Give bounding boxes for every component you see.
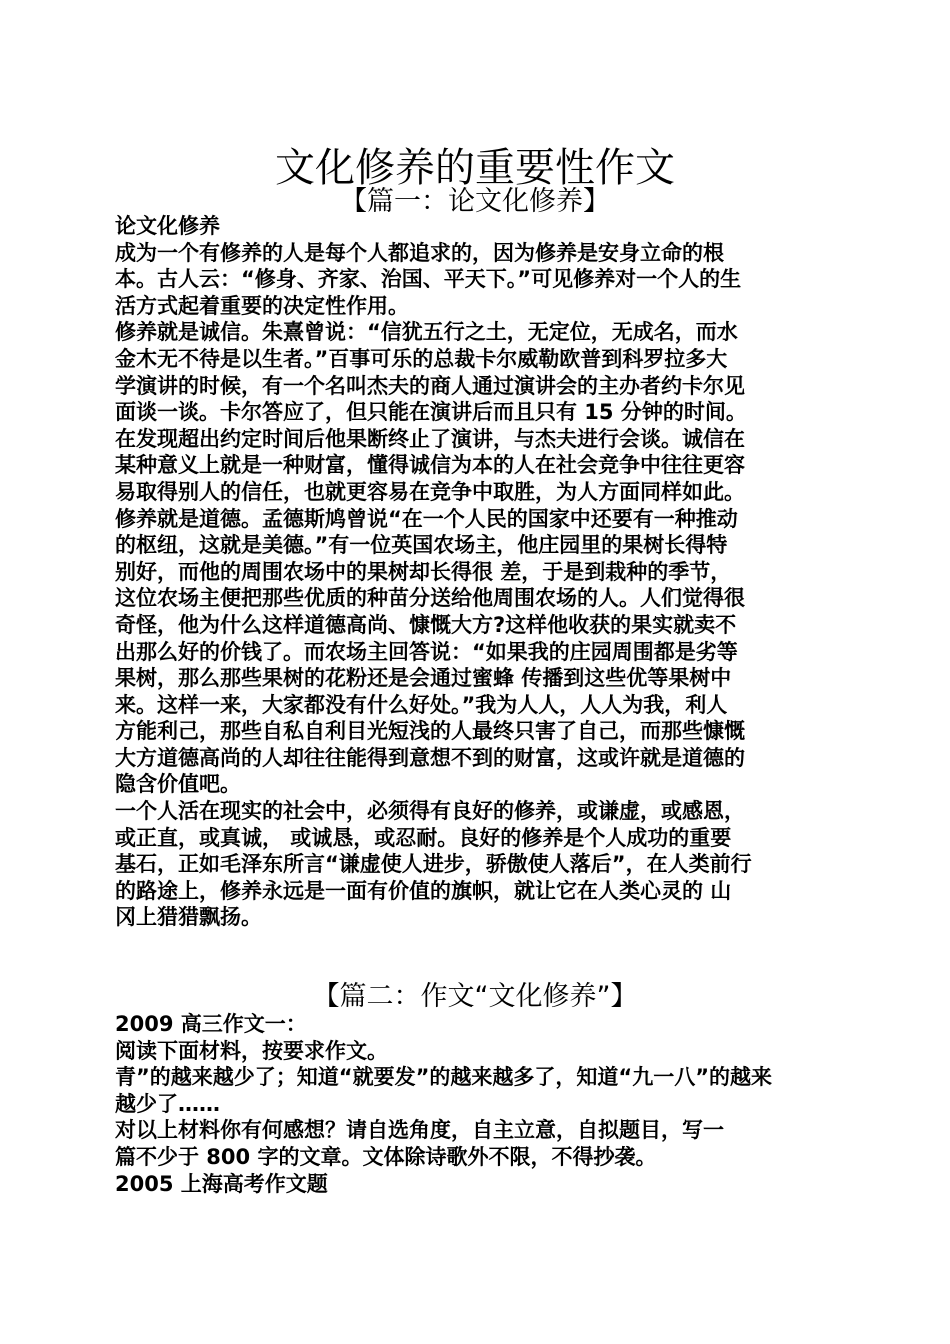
- text-line: 篇不少于 800 字的文章。文体除诗歌外不限，不得抄袭。: [115, 1144, 657, 1169]
- text-line: 本。古人云：“修身、齐家、治国、平天下。”可见修养对一个人的生: [115, 267, 742, 292]
- section-body-2: [115, 1011, 837, 1197]
- text-line: 面谈一谈。卡尔答应了，但只能在演讲后而且只有 15 分钟的时间。: [115, 400, 747, 425]
- text-line: 易取得别人的信任，也就更容易在竞争中取胜，为人方面同样如此。: [115, 479, 745, 504]
- text-line: 2005 上海高考作文题: [115, 1171, 328, 1196]
- text-line: 成为一个有修养的人是每个人都追求的，因为修养是安身立命的根: [115, 240, 724, 265]
- text-line: 金木无不待是以生者。”百事可乐的总裁卡尔威勒欧普到科罗拉多大: [115, 346, 728, 371]
- text-line: 基石，正如毛泽东所言“谦虚使人进步，骄傲使人落后”，在人类前行: [115, 852, 752, 877]
- text-line: 出那么好的价钱了。而农场主回答说：“如果我的庄园周围都是劣等: [115, 639, 738, 664]
- text-line: 冈上猎猎飘扬。: [115, 905, 262, 930]
- text-line: 活方式起着重要的决定性作用。: [115, 293, 409, 318]
- text-line: 对以上材料你有何感想？请自选角度，自主立意，自拟题目，写一: [115, 1118, 724, 1143]
- text-line: 一个人活在现实的社会中，必须得有良好的修养，或谦虚，或感恩，: [115, 799, 745, 824]
- text-line: 方能利己，那些自私自利目光短浅的人最终只害了自己，而那些慷慨: [115, 719, 745, 744]
- text-line: 来。这样一来，大家都没有什么好处。”我为人人，人人为我，利人: [115, 692, 728, 717]
- text-line: 修养就是道德。孟德斯鸠曾说“在一个人民的国家中还要有一种推动: [115, 506, 738, 531]
- text-line: 果树，那么那些果树的花粉还是会通过蜜蜂 传播到这些优等果树中: [115, 666, 732, 691]
- text-line: 修养就是诚信。朱熹曾说：“信犹五行之土，无定位，无成名，而水: [115, 320, 738, 345]
- text-line: 阅读下面材料，按要求作文。: [115, 1038, 388, 1063]
- text-line: 某种意义上就是一种财富，懂得诚信为本的人在社会竞争中往往更容: [115, 453, 745, 478]
- section-heading-1: 【篇一：论文化修养】: [340, 186, 610, 218]
- text-line: 的路途上，修养永远是一面有价值的旗帜，就让它在人类心灵的 山: [115, 878, 732, 903]
- text-line: 别好，而他的周围农场中的果树却长得很 差，于是到栽种的季节，: [115, 559, 732, 584]
- section-body-1: [115, 213, 837, 931]
- document-title: 文化修养的重要性作文: [275, 144, 675, 191]
- text-line: 青”的越来越少了；知道“就要发”的越来越多了，知道“九一八”的越来: [115, 1065, 773, 1090]
- text-line: 奇怪，他为什么这样道德高尚、慷慨大方?这样他收获的果实就卖不: [115, 612, 737, 637]
- section-heading-2: 【篇二：作文“文化修养”】: [312, 981, 638, 1013]
- text-line: 2009 高三作文一：: [115, 1012, 307, 1036]
- text-line: 论文化修养: [115, 214, 220, 238]
- text-line: 越少了……: [115, 1091, 220, 1116]
- text-line: 学演讲的时候，有一个名叫杰夫的商人通过演讲会的主办者约卡尔见: [115, 373, 745, 398]
- text-line: 的枢纽，这就是美德。”有一位英国农场主，他庄园里的果树长得特: [115, 533, 728, 558]
- text-line: 在发现超出约定时间后他果断终止了演讲，与杰夫进行会谈。诚信在: [115, 426, 745, 451]
- text-line: 隐含价值吧。: [115, 772, 241, 797]
- text-line: 或正直，或真诚， 或诚恳，或忍耐。良好的修养是个人成功的重要: [115, 825, 732, 850]
- text-line: 这位农场主便把那些优质的种苗分送给他周围农场的人。人们觉得很: [115, 586, 745, 611]
- text-line: 大方道德高尚的人却往往能得到意想不到的财富，这或许就是道德的: [115, 745, 745, 770]
